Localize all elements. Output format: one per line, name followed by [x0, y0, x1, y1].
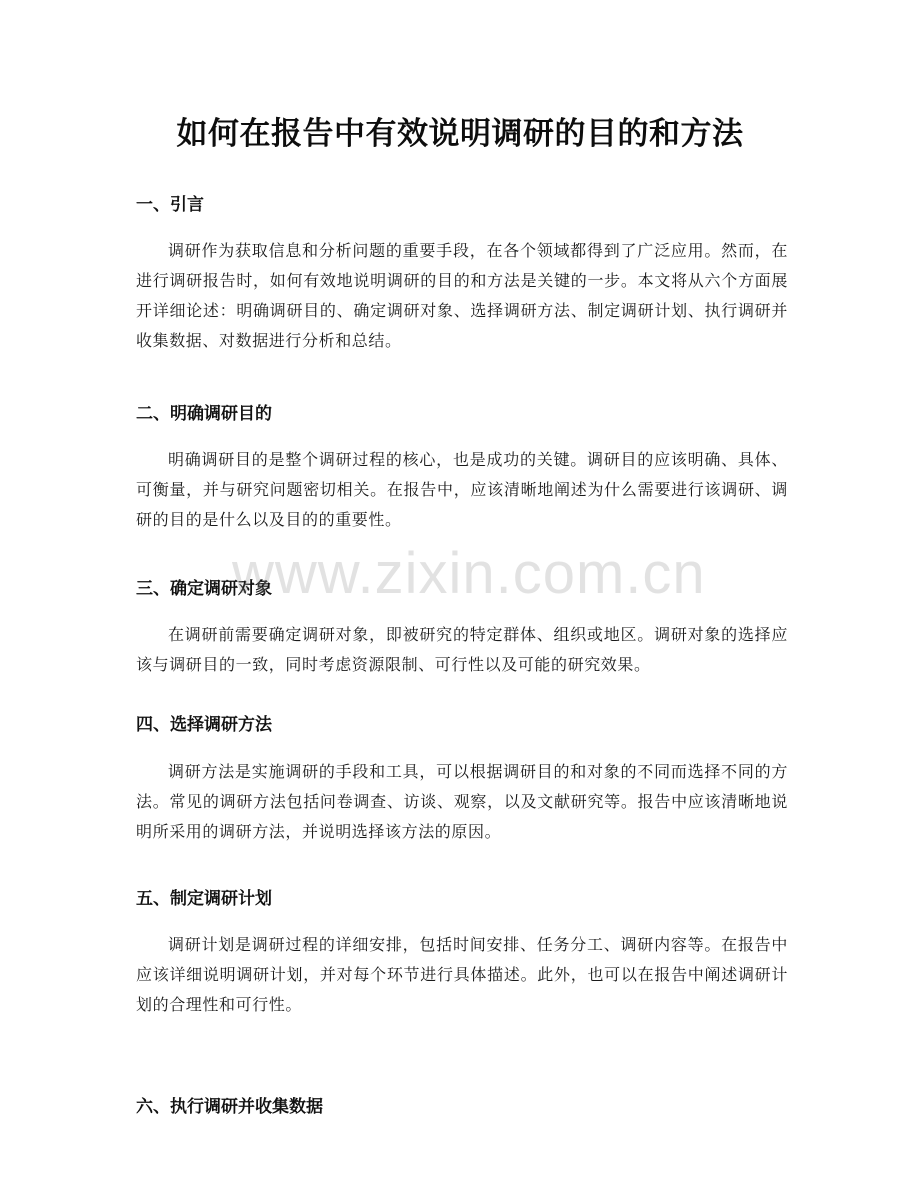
section-heading-method: 四、选择调研方法 — [136, 715, 272, 735]
section-paragraph-subject: 在调研前需要确定调研对象，即被研究的特定群体、组织或地区。调研对象的选择应该与调研目的一致，同时考虑资源限制、可行性以及可能的研究效果。 — [136, 625, 788, 674]
document-title: 如何在报告中有效说明调研的目的和方法 — [176, 116, 744, 152]
section-heading-introduction: 一、引言 — [136, 195, 204, 215]
section-heading-plan: 五、制定调研计划 — [136, 889, 272, 909]
section-heading-purpose: 二、明确调研目的 — [136, 404, 272, 424]
watermark: www.zixin.com.cn — [232, 541, 706, 606]
section-heading-subject: 三、确定调研对象 — [136, 579, 272, 599]
section-paragraph-method: 调研方法是实施调研的手段和工具，可以根据调研目的和对象的不同而选择不同的方法。常见的调研方法包括问卷调查、访谈、观察，以及文献研究等。报告中应该清晰地说明所采用的调研方法，并说明选择该方法的原因。 — [136, 762, 788, 841]
section-paragraph-plan: 调研计划是调研过程的详细安排，包括时间安排、任务分工、调研内容等。在报告中应该详细说明调研计划，并对每个环节进行具体描述。此外，也可以在报告中阐述调研计划的合理性和可行性。 — [136, 935, 788, 1014]
section-heading-execution: 六、执行调研并收集数据 — [136, 1097, 323, 1117]
section-paragraph-purpose: 明确调研目的是整个调研过程的核心，也是成功的关键。调研目的应该明确、具体、可衡量，并与研究问题密切相关。在报告中，应该清晰地阐述为什么需要进行该调研、调研的目的是什么以及目的的重要性。 — [136, 450, 788, 529]
section-paragraph-introduction: 调研作为获取信息和分析问题的重要手段，在各个领域都得到了广泛应用。然而，在进行调研报告时，如何有效地说明调研的目的和方法是关键的一步。本文将从六个方面展开详细论述：明确调研目的、确定调研对象、选择调研方法、制定调研计划、执行调研并收集数据、对数据进行分析和总结。 — [136, 241, 788, 350]
